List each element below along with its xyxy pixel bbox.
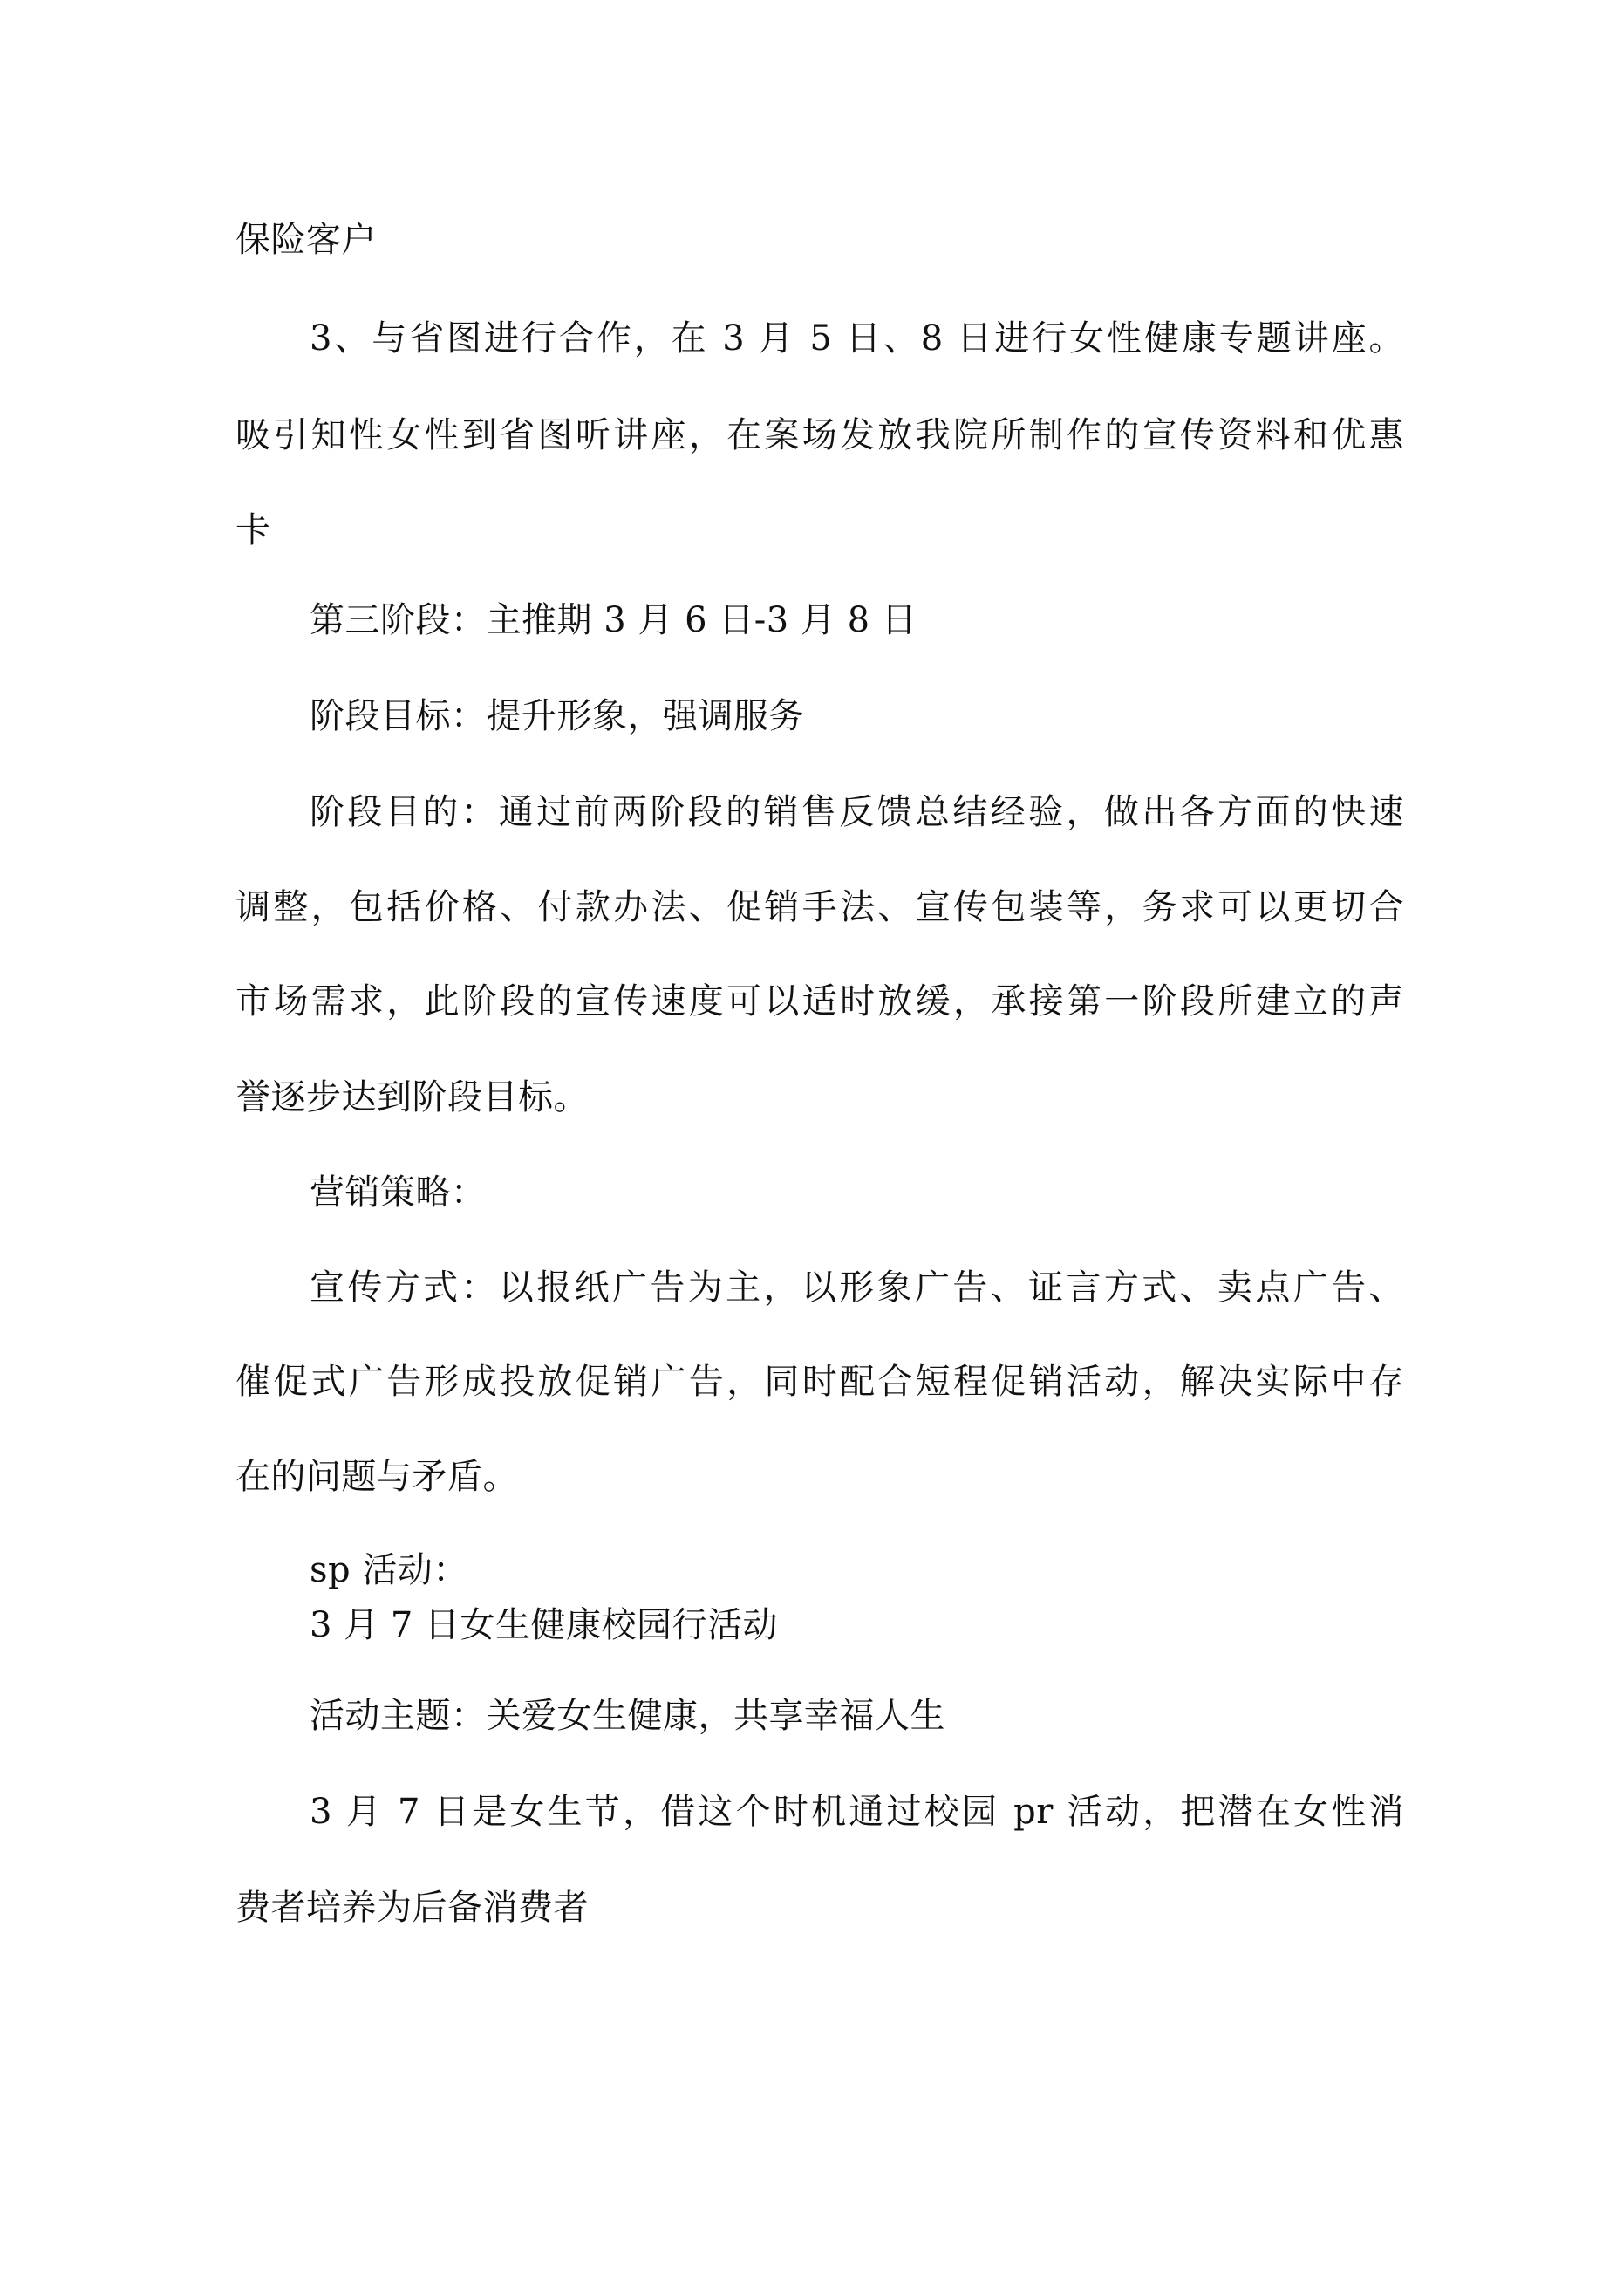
text-line: 阶段目的：通过前两阶段的销售反馈总结经验，做出各方面的快速 bbox=[310, 792, 1404, 832]
text-line: 费者培养为后备消费者 bbox=[235, 1888, 589, 1928]
text-line: 3 月 7 日女生健康校园行活动 bbox=[310, 1605, 779, 1645]
text-line: 市场需求，此阶段的宣传速度可以适时放缓，承接第一阶段所建立的声 bbox=[235, 981, 1404, 1022]
text-line: 催促式广告形成投放促销广告，同时配合短程促销活动，解决实际中存 bbox=[235, 1362, 1404, 1402]
text-line: 卡 bbox=[235, 510, 271, 550]
text-line: 调整，包括价格、付款办法、促销手法、宣传包装等，务求可以更切合 bbox=[235, 887, 1404, 927]
text-line: 活动主题：关爱女生健康，共享幸福人生 bbox=[310, 1696, 945, 1736]
text-line: 保险客户 bbox=[235, 220, 377, 260]
text-line: 3 月 7 日是女生节，借这个时机通过校园 pr 活动，把潜在女性消 bbox=[310, 1792, 1404, 1832]
text-line: 誉逐步达到阶段目标。 bbox=[235, 1077, 589, 1117]
text-line: 吸引知性女性到省图听讲座，在案场发放我院所制作的宣传资料和优惠 bbox=[235, 415, 1404, 455]
text-line: 宣传方式：以报纸广告为主，以形象广告、证言方式、卖点广告、 bbox=[310, 1268, 1404, 1308]
text-line: 营销策略： bbox=[310, 1172, 487, 1213]
text-line: 在的问题与矛盾。 bbox=[235, 1457, 518, 1497]
text-line: sp 活动： bbox=[310, 1550, 468, 1590]
section-heading: 第三阶段：主推期 3 月 6 日-3 月 8 日 bbox=[310, 600, 917, 640]
text-line: 3、与省图进行合作，在 3 月 5 日、8 日进行女性健康专题讲座。 bbox=[310, 318, 1404, 359]
text-line: 阶段目标：提升形象，强调服务 bbox=[310, 696, 804, 736]
